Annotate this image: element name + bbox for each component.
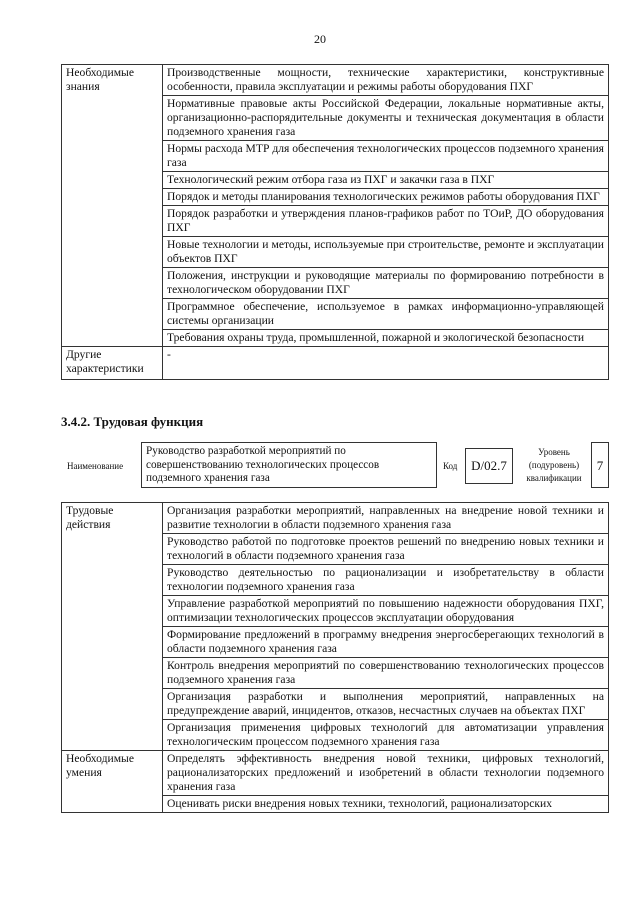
knowledge-item: Нормы расхода МТР для обеспечения технологических процессов подземного хранения газа: [163, 141, 609, 172]
page-number: 20: [314, 32, 326, 46]
name-label: Наименование: [67, 461, 124, 471]
knowledge-item: Порядок разработки и утверждения планов-графиков работ по ТОиР, ДО оборудования ПХГ: [163, 206, 609, 237]
function-name: Руководство разработкой мероприятий по совершенствованию технологических процессов подземного хранения газа: [141, 442, 437, 488]
knowledge-item: Положения, инструкции и руководящие материалы по формированию потребности в технологическом оборудовании ПХГ: [163, 268, 609, 299]
skills-label: Необходимые умения: [62, 751, 163, 813]
section-title: 3.4.2. Трудовая функция: [61, 414, 204, 429]
table-row: [62, 751, 609, 796]
action-item: Контроль внедрения мероприятий по совершенствованию технологических процессов подземного хранения газа: [163, 658, 609, 689]
skill-item: Определять эффективность внедрения новой техники, цифровых технологий, рационализаторских предложений и изобретений в области технологии подземного хранения газа: [163, 751, 609, 796]
action-item: Организация разработки и выполнения мероприятий, направленных на предупреждение аварий, инцидентов, отказов, несчастных случаев на объектах ПХГ: [163, 689, 609, 720]
other-characteristics-label: Другие характеристики: [62, 347, 163, 380]
table-row: [62, 503, 609, 534]
level-value: 7: [591, 442, 609, 488]
action-item: Руководство работой по подготовке проектов решений по внедрению новых техники и технологий в области подземного хранения газа: [163, 534, 609, 565]
table-row: [62, 347, 609, 380]
knowledge-label: Необходимые знания: [62, 65, 163, 347]
knowledge-item: Новые технологии и методы, используемые при строительстве, ремонте и эксплуатации объектов ПХГ: [163, 237, 609, 268]
knowledge-item: Порядок и методы планирования технологических режимов работы оборудования ПХГ: [163, 189, 609, 206]
other-characteristics-value: -: [163, 347, 609, 380]
knowledge-table: [61, 64, 609, 380]
actions-label: Трудовые действия: [62, 503, 163, 751]
action-item: Управление разработкой мероприятий по повышению надежности оборудования ПХГ, оптимизации технологических процессов эксплуатации оборудования: [163, 596, 609, 627]
skill-item: Оценивать риски внедрения новых техники, технологий, рационализаторских: [163, 796, 609, 813]
action-item: Организация применения цифровых технологий для автоматизации управления технологическим процессом подземного хранения газа: [163, 720, 609, 751]
knowledge-item: Программное обеспечение, используемое в рамках информационно-управляющей системы организации: [163, 299, 609, 330]
knowledge-item: Производственные мощности, технические характеристики, конструктивные особенности, правила эксплуатации и режимы работы оборудования ПХГ: [163, 65, 609, 96]
action-item: Организация разработки мероприятий, направленных на внедрение новой техники и развитие технологии в области подземного хранения газа: [163, 503, 609, 534]
action-item: Руководство деятельностью по рационализации и изобретательству в области технологии подземного хранения газа: [163, 565, 609, 596]
knowledge-item: Требования охраны труда, промышленной, пожарной и экологической безопасности: [163, 330, 609, 347]
function-code: D/02.7: [465, 448, 513, 484]
table-row: [62, 65, 609, 96]
knowledge-item: Технологический режим отбора газа из ПХГ и закачки газа в ПХГ: [163, 172, 609, 189]
action-item: Формирование предложений в программу внедрения энергосберегающих технологий в области подземного хранения газа: [163, 627, 609, 658]
knowledge-item: Нормативные правовые акты Российской Федерации, локальные нормативные акты, организационно-распорядительные документы и техническая документация в области подземного хранения газа: [163, 96, 609, 141]
code-label: Код: [443, 461, 458, 471]
function-header: [61, 442, 609, 490]
actions-table: [61, 502, 609, 813]
level-label: Уровень (подуровень) квалификации: [526, 447, 582, 483]
